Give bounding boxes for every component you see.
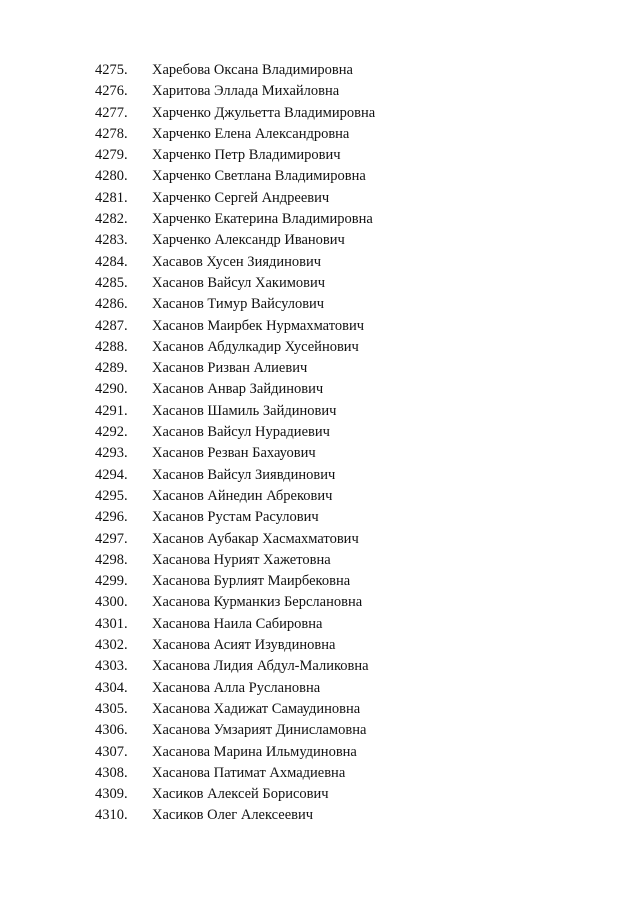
entry-number: 4282.: [95, 211, 128, 228]
entry-number: 4290.: [95, 381, 128, 398]
entry-name: Хасанова Лидия Абдул-Маликовна: [152, 658, 369, 675]
entry-name: Хасанов Шамиль Зайдинович: [152, 402, 337, 419]
entry-number: 4284.: [95, 253, 128, 270]
list-item: [0, 124, 640, 145]
list-item: [0, 209, 640, 230]
entry-name: Хасиков Олег Алексеевич: [152, 807, 314, 824]
entry-number: 4306.: [95, 722, 128, 739]
entry-name: Харченко Сергей Андреевич: [152, 189, 330, 206]
list-item: [0, 145, 640, 166]
entry-name: Хасанов Вайсул Хакимович: [152, 274, 326, 291]
entry-name: Хасанова Алла Руслановна: [152, 679, 321, 696]
entry-name: Хасанова Марина Ильмудиновна: [152, 743, 357, 760]
entry-name: Харитова Эллада Михайловна: [152, 83, 340, 100]
list-item: [0, 784, 640, 805]
entry-number: 4302.: [95, 637, 128, 654]
entry-number: 4308.: [95, 764, 128, 781]
entry-number: 4304.: [95, 679, 128, 696]
list-item: [0, 316, 640, 337]
list-item: [0, 422, 640, 443]
entry-number: 4295.: [95, 487, 128, 504]
entry-number: 4307.: [95, 743, 128, 760]
entry-name: Хасанова Патимат Ахмадиевна: [152, 764, 346, 781]
list-item: [0, 678, 640, 699]
entry-number: 4287.: [95, 317, 128, 334]
entry-number: 4291.: [95, 402, 128, 419]
entry-number: 4283.: [95, 232, 128, 249]
entry-name: Хасиков Алексей Борисович: [152, 786, 329, 803]
list-item: [0, 358, 640, 379]
entry-number: 4305.: [95, 700, 128, 717]
entry-name: Харченко Петр Владимирович: [152, 147, 341, 164]
entry-name: Хасанов Айнедин Абрекович: [152, 487, 333, 504]
entry-name: Хасанов Вайсул Зиявдинович: [152, 466, 336, 483]
list-item: [0, 529, 640, 550]
list-item: [0, 443, 640, 464]
entry-name: Харченко Джульетта Владимировна: [152, 104, 376, 121]
list-item: [0, 60, 640, 81]
list-item: [0, 550, 640, 571]
entry-name: Хасанов Анвар Зайдинович: [152, 381, 324, 398]
entry-name: Хасанова Хадижат Самаудиновна: [152, 700, 361, 717]
entry-number: 4293.: [95, 445, 128, 462]
list-item: [0, 635, 640, 656]
entry-number: 4309.: [95, 786, 128, 803]
entry-name: Хасанова Курманкиз Берслановна: [152, 594, 363, 611]
entry-name: Хасанова Бурлият Маирбековна: [152, 573, 351, 590]
entry-name: Хасанов Ризван Алиевич: [152, 360, 308, 377]
list-item: [0, 273, 640, 294]
entry-name: Хасанов Резван Бахауович: [152, 445, 316, 462]
entry-name: Хасанова Умзарият Динисламовна: [152, 722, 367, 739]
entry-number: 4286.: [95, 296, 128, 313]
entry-name: Хасанов Абдулкадир Хусейнович: [152, 338, 359, 355]
entry-number: 4289.: [95, 360, 128, 377]
entry-number: 4281.: [95, 189, 128, 206]
entry-name: Хасанов Рустам Расулович: [152, 509, 319, 526]
name-list: [0, 60, 640, 827]
entry-number: 4278.: [95, 125, 128, 142]
list-item: [0, 592, 640, 613]
list-item: [0, 805, 640, 826]
entry-number: 4277.: [95, 104, 128, 121]
list-item: [0, 401, 640, 422]
entry-name: Хасанов Аубакар Хасмахматович: [152, 530, 359, 547]
entry-name: Хасанова Наила Сабировна: [152, 615, 323, 632]
entry-number: 4294.: [95, 466, 128, 483]
entry-name: Хасанов Маирбек Нурмахматович: [152, 317, 365, 334]
list-item: [0, 486, 640, 507]
entry-number: 4285.: [95, 274, 128, 291]
entry-number: 4275.: [95, 62, 128, 78]
entry-number: 4296.: [95, 509, 128, 526]
entry-name: Харченко Елена Александровна: [152, 125, 350, 142]
entry-number: 4300.: [95, 594, 128, 611]
list-item: [0, 614, 640, 635]
list-item: [0, 699, 640, 720]
list-item: [0, 103, 640, 124]
entry-name: Харченко Светлана Владимировна: [152, 168, 366, 185]
list-item: [0, 465, 640, 486]
entry-name: Хасанова Асият Изувдиновна: [152, 637, 336, 654]
entry-number: 4301.: [95, 615, 128, 632]
entry-name: Хасанов Вайсул Нурадиевич: [152, 424, 330, 441]
list-item: [0, 763, 640, 784]
entry-number: 4303.: [95, 658, 128, 675]
list-item: [0, 571, 640, 592]
list-item: [0, 742, 640, 763]
entry-number: 4297.: [95, 530, 128, 547]
entry-number: 4279.: [95, 147, 128, 164]
list-item: [0, 252, 640, 273]
entry-number: 4280.: [95, 168, 128, 185]
entry-name: Харченко Екатерина Владимировна: [152, 211, 373, 228]
list-item: [0, 656, 640, 677]
list-item: [0, 188, 640, 209]
entry-number: 4299.: [95, 573, 128, 590]
entry-name: Хасавов Хусен Зиядинович: [152, 253, 322, 270]
list-item: [0, 166, 640, 187]
entry-number: 4292.: [95, 424, 128, 441]
list-item: [0, 720, 640, 741]
list-item: [0, 294, 640, 315]
entry-number: 4310.: [95, 807, 128, 824]
list-item: [0, 337, 640, 358]
entry-name: Харебова Оксана Владимировна: [152, 62, 353, 78]
list-item: [0, 379, 640, 400]
list-item: [0, 507, 640, 528]
entry-number: 4288.: [95, 338, 128, 355]
entry-number: 4298.: [95, 551, 128, 568]
entry-name: Хасанова Нурият Хажетовна: [152, 551, 331, 568]
list-item: [0, 230, 640, 251]
entry-number: 4276.: [95, 83, 128, 100]
list-item: [0, 81, 640, 102]
entry-name: Харченко Александр Иванович: [152, 232, 345, 249]
entry-name: Хасанов Тимур Вайсулович: [152, 296, 325, 313]
